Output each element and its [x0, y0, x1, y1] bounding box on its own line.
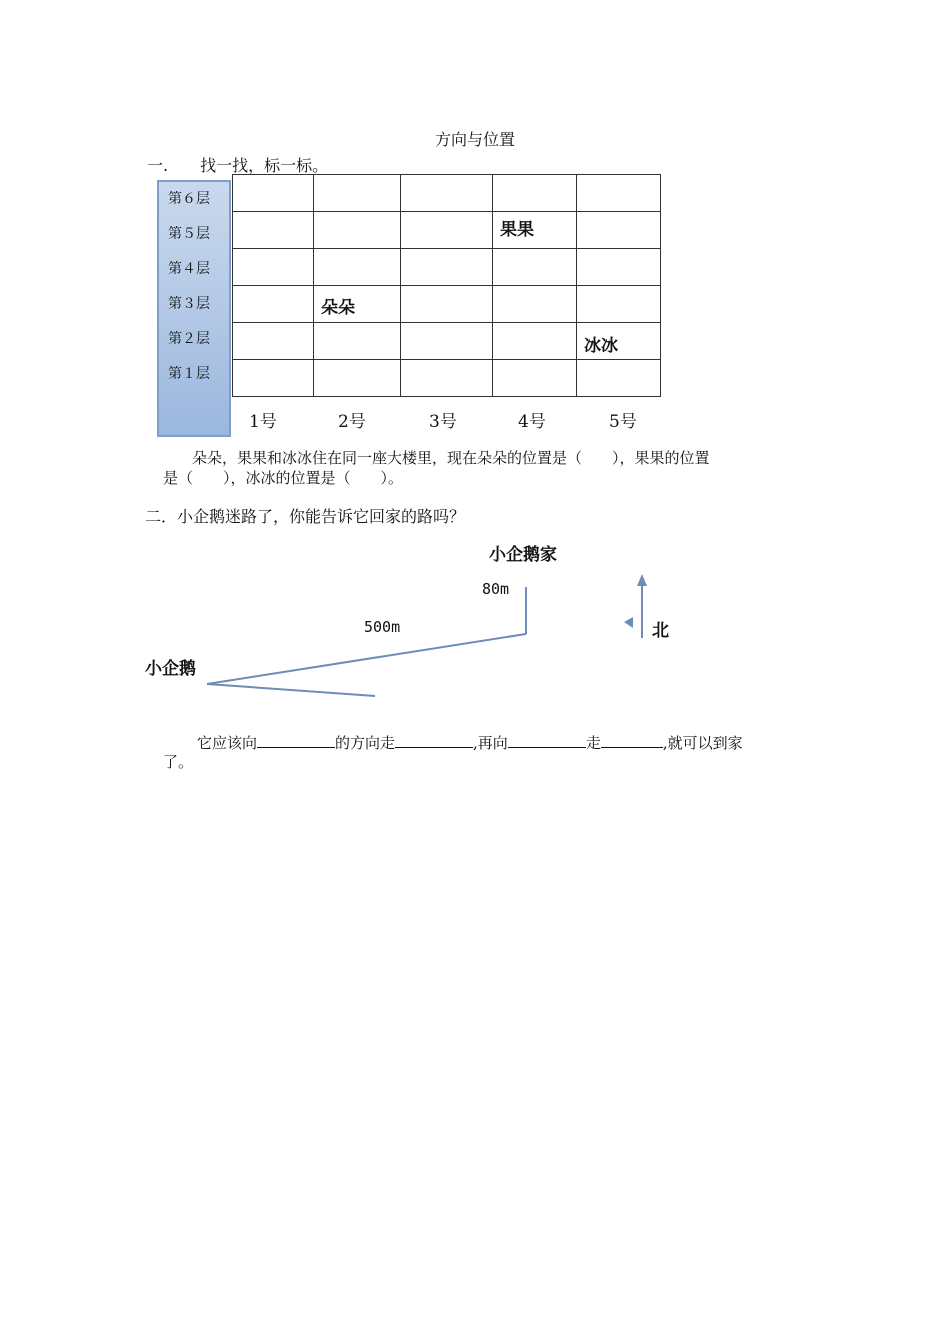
- section2-heading: 二．小企鹅迷路了，你能告诉它回家的路吗？: [145, 507, 466, 526]
- distance-80m: 80m: [482, 580, 510, 598]
- section1-heading: 一. 找一找，标一标。: [147, 156, 329, 175]
- floor-label-6: 第６层: [168, 191, 210, 207]
- floor-label-2: 第２层: [168, 331, 210, 347]
- name-guoguo: 果果: [500, 220, 534, 240]
- floor-label-4: 第４层: [168, 261, 210, 277]
- answer-line1: 它应该向 的方向走 ,再向 走 ,就可以到家: [197, 731, 743, 753]
- north-arrow-head: [637, 574, 647, 586]
- north-label: 北: [652, 621, 669, 641]
- name-duoduo: 朵朵: [321, 298, 355, 318]
- section1-paragraph-line1: 朵朵，果果和冰冰住在同一座大楼里，现在朵朵的位置是（ ），果果的位置: [192, 449, 710, 467]
- floor-label-3: 第３层: [168, 296, 210, 312]
- penguin-label: 小企鹅: [145, 659, 196, 679]
- west-arrow-icon: [624, 617, 633, 628]
- page-title: 方向与位置: [434, 130, 515, 149]
- route-long-segment: [207, 634, 526, 684]
- unit-number-4: 4号: [518, 412, 546, 432]
- floor-label-5: 第５层: [168, 226, 210, 242]
- unit-number-3: 3号: [429, 412, 457, 432]
- unit-number-2: 2号: [338, 412, 366, 432]
- blank-direction-1[interactable]: [257, 731, 335, 748]
- blank-distance-1[interactable]: [395, 731, 473, 748]
- section1-paragraph-line2: 是（ ），冰冰的位置是（ ）。: [163, 469, 404, 487]
- unit-number-1: 1号: [249, 412, 277, 432]
- answer-line2: 了。: [163, 753, 194, 771]
- blank-distance-2[interactable]: [601, 731, 663, 748]
- floor-label-1: 第１层: [168, 366, 210, 382]
- name-bingbing: 冰冰: [584, 336, 618, 356]
- home-label: 小企鹅家: [489, 545, 557, 565]
- route-baseline: [207, 684, 375, 696]
- unit-number-5: 5号: [609, 412, 637, 432]
- blank-direction-2[interactable]: [508, 731, 586, 748]
- distance-500m: 500m: [364, 618, 401, 636]
